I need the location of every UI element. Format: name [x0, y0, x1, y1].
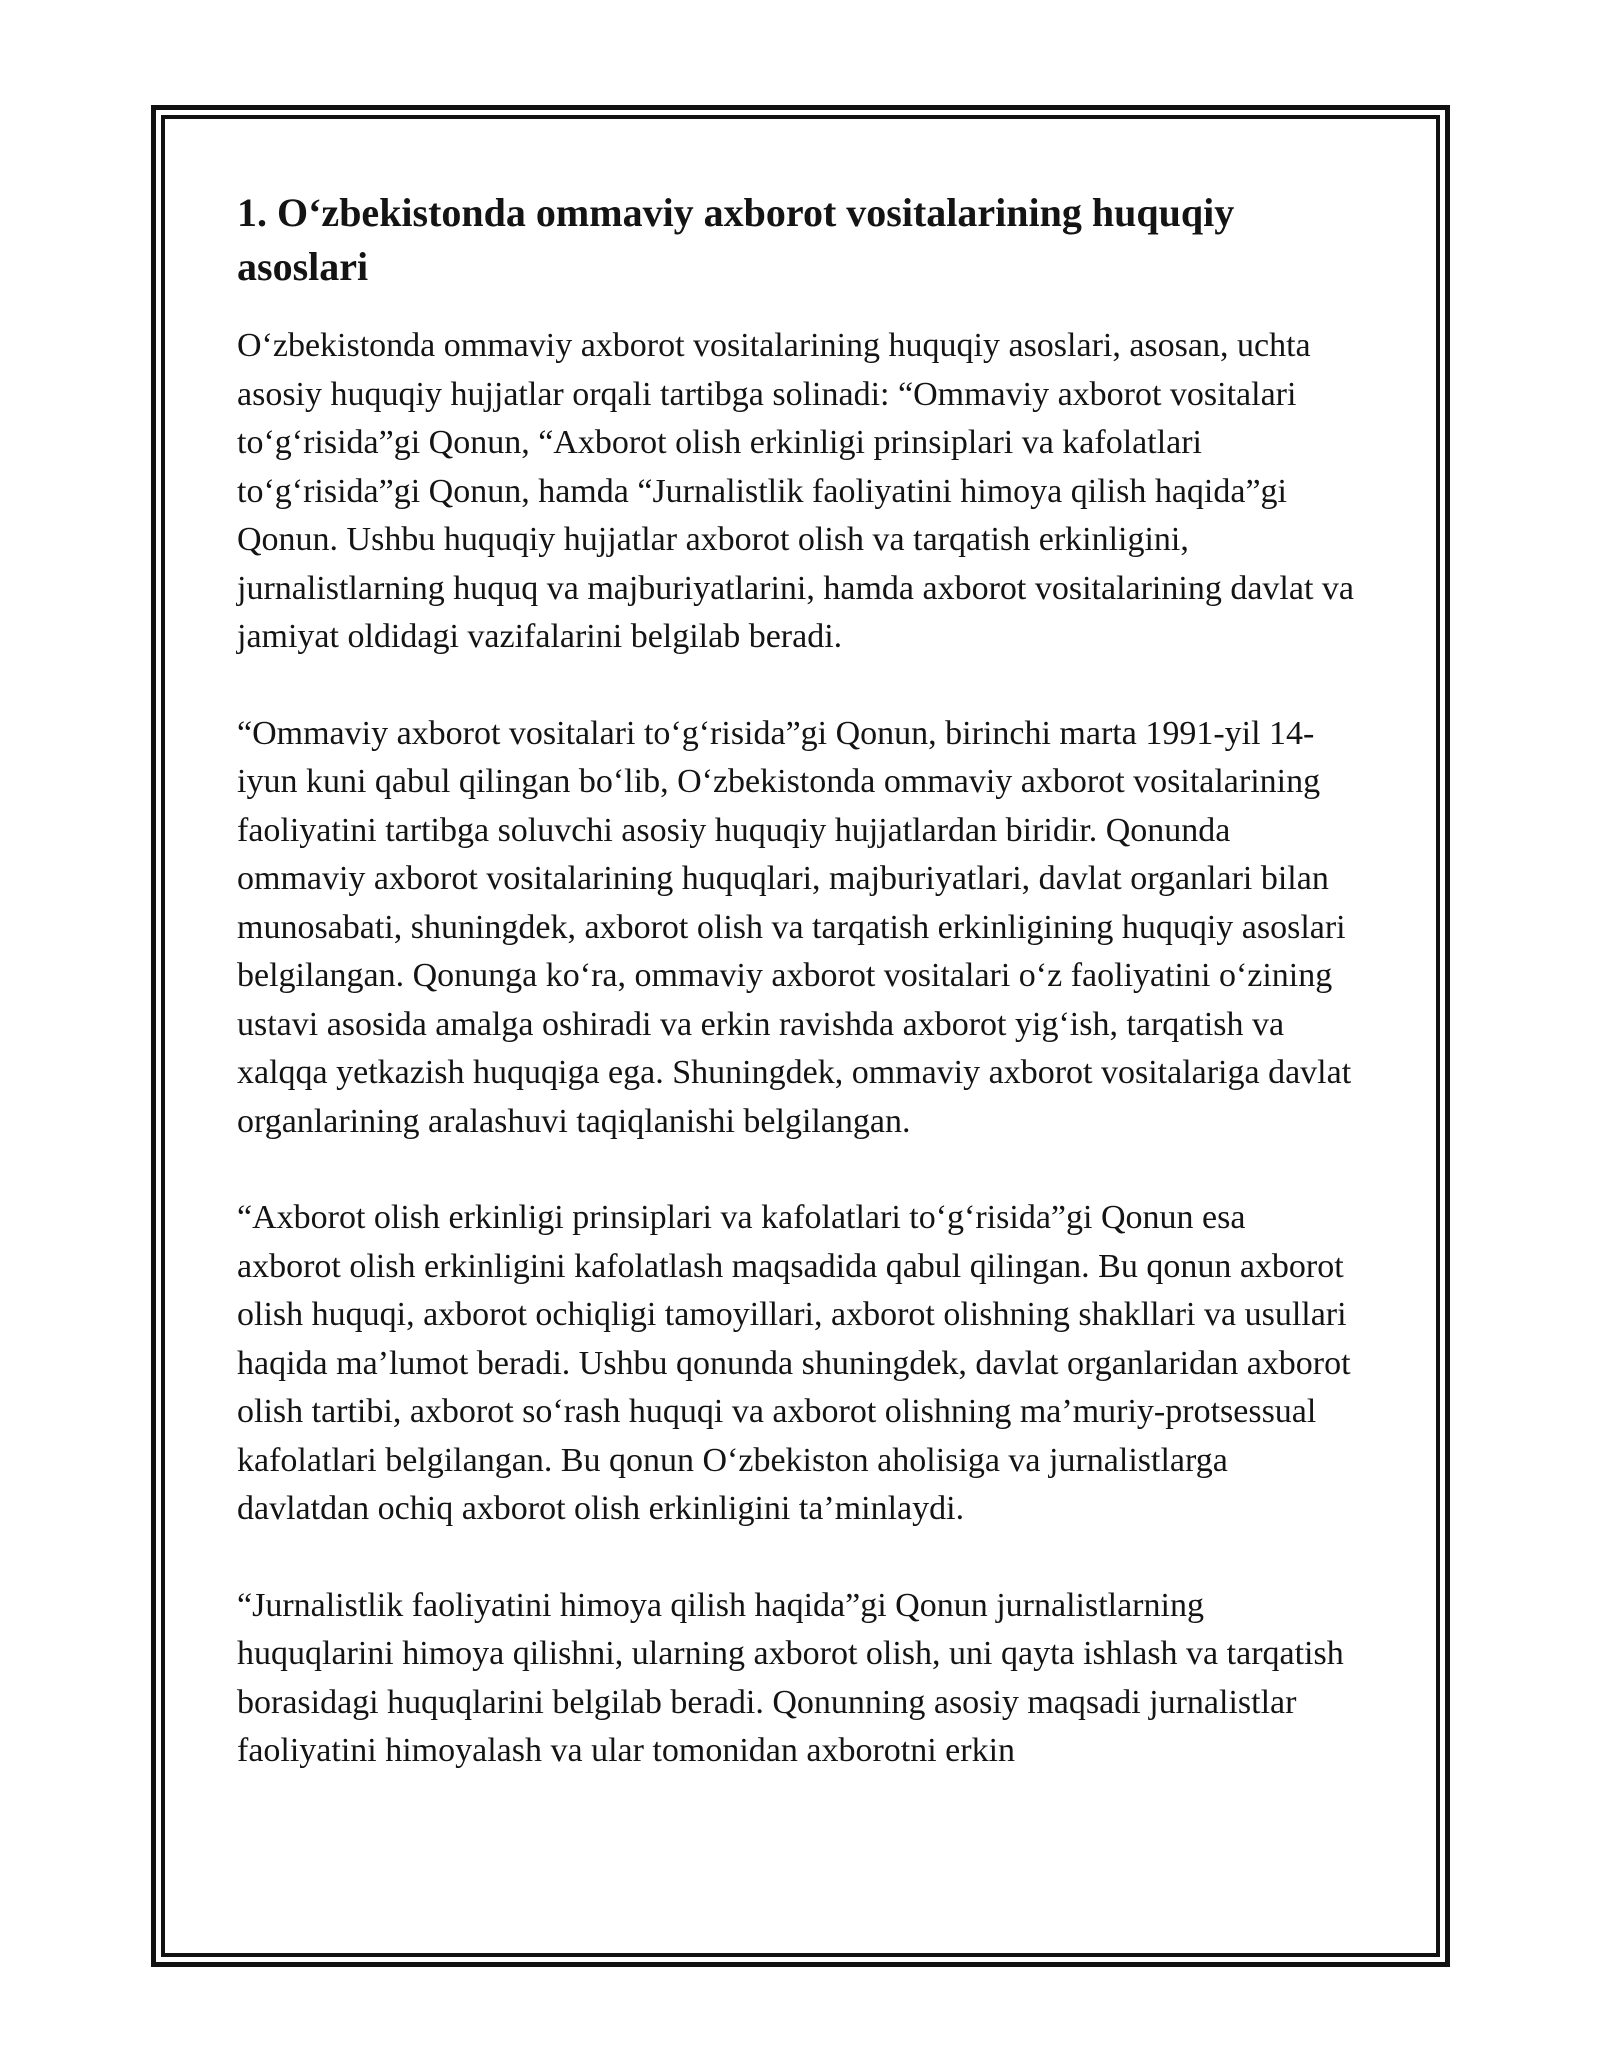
paragraph-1: O‘zbekistonda ommaviy axborot vositalarining huquqiy asoslari, asosan, uchta asosiy huquqiy hujjatlar orqali tartibga solinadi: “Ommaviy axborot vositalari to‘g‘risida”gi Qonun, “Axborot olish erkinligi prinsiplari va kafolatlari to‘g‘risida”gi Qonun, hamda “Jurnalistlik faoliyatini himoya qilish haqida”gi Qonun. Ushbu huquqiy hujjatlar axborot olish va tarqatish erkinligini, jurnalistlarning huquq va majburiyatlarini, hamda axborot vositalarining davlat va jamiyat oldidagi vazifalarini belgilab beradi.: [237, 327, 1354, 655]
paragraph-3: “Axborot olish erkinligi prinsiplari va kafolatlari to‘g‘risida”gi Qonun esa axborot olish erkinligini kafolatlash maqsadida qabul qilingan. Bu qonun axborot olish huquqi, axborot ochiqligi tamoyillari, axborot olishning shakllari va usullari haqida ma’lumot beradi. Ushbu qonunda shuningdek, davlat organlaridan axborot olish tartibi, axborot so‘rash huquqi va axborot olishning ma’muriy-protsessual kafolatlari belgilangan. Bu qonun O‘zbekiston aholisiga va jurnalistlarga davlatdan ochiq axborot olish erkinligini ta’minlaydi.: [237, 1199, 1351, 1527]
paragraph-2: “Ommaviy axborot vositalari to‘g‘risida”gi Qonun, birinchi marta 1991-yil 14-iyun kuni qabul qilingan bo‘lib, O‘zbekistonda ommaviy axborot vositalarining faoliyatini tartibga soluvchi asosiy huquqiy hujjatlardan biridir. Qonunda ommaviy axborot vositalarining huquqlari, majburiyatlari, davlat organlari bilan munosabati, shuningdek, axborot olish va tarqatish erkinligining huquqiy asoslari belgilangan. Qonunga ko‘ra, ommaviy axborot vositalari o‘z faoliyatini o‘zining ustavi asosida amalga oshiradi va erkin ravishda axborot yig‘ish, tarqatish va xalqqa yetkazish huquqiga ega. Shuningdek, ommaviy axborot vositalariga davlat organlarining aralashuvi taqiqlanishi belgilangan.: [237, 714, 1352, 1140]
document-body: [237, 186, 1357, 1824]
paragraph-4: “Jurnalistlik faoliyatini himoya qilish haqida”gi Qonun jurnalistlarning huquqlarini himoya qilishni, ularning axborot olish, uni qayta ishlash va tarqatish borasidagi huquqlarini belgilab beradi. Qonunning asosiy maqsadi jurnalistlar faoliyatini himoyalash va ular tomonidan axborotni erkin: [237, 1586, 1344, 1769]
section-heading: 1. O‘zbekistonda ommaviy axborot vositalarining huquqiy asoslari: [237, 190, 1235, 289]
